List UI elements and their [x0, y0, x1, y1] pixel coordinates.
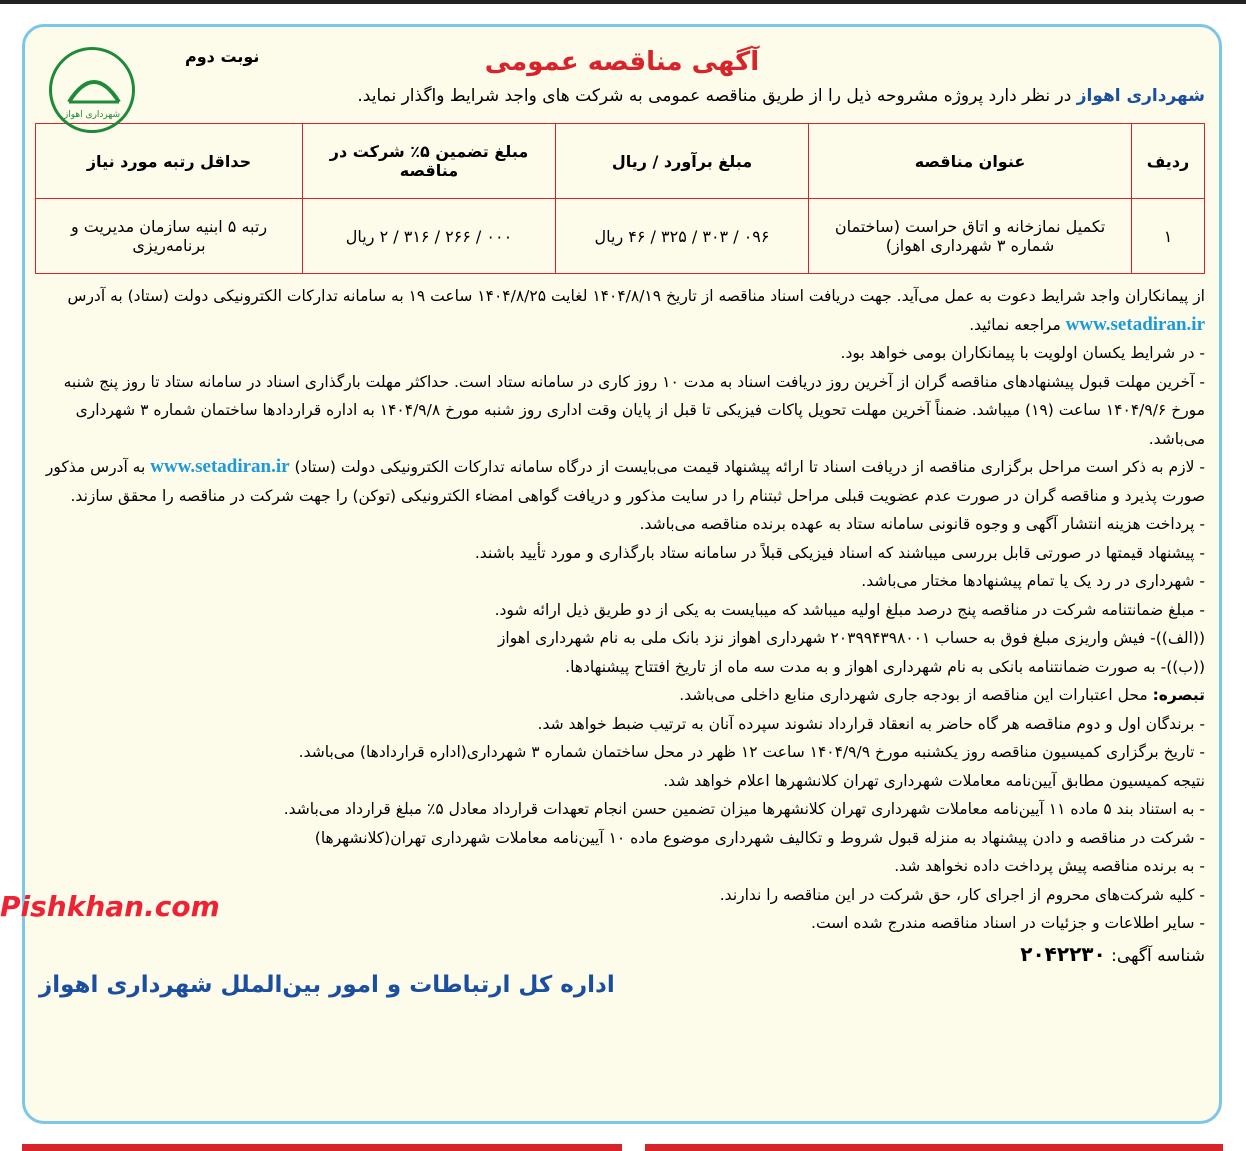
setadiran-link[interactable]: www.setadiran.ir	[150, 456, 290, 477]
list-item: - در شرایط یکسان اولویت با پیمانکاران بومی خواهد بود.	[840, 344, 1205, 362]
municipality-logo	[49, 47, 135, 133]
col-header: مبلغ برآورد / ریال	[556, 124, 809, 199]
ad-id-label: شناسه آگهی:	[1105, 945, 1205, 966]
note-label: تبصره:	[1152, 686, 1205, 704]
table-header-row	[36, 124, 1205, 199]
col-header: ردیف	[1132, 124, 1205, 199]
list-item: نتیجه کمیسیون مطابق آیین‌نامه معاملات شهرداری تهران کلانشهرها اعلام خواهد شد.	[663, 771, 1205, 790]
ad-id-value: ۲۰۴۲۲۳۰	[1020, 941, 1106, 966]
text: مراجعه نمائید.	[969, 315, 1066, 334]
list-item: ((ب))- به صورت ضمانتنامه بانکی به نام شهرداری اهواز و به مدت سه ماه از تاریخ افتتاح پیشنهادها.	[565, 657, 1205, 676]
bottom-rule	[22, 1144, 622, 1151]
list-item: - کلیه شرکت‌های محروم از اجرای کار، حق شرکت در این مناقصه را ندارند.	[719, 885, 1205, 904]
list-item: - برندگان اول و دوم مناقصه هر گاه حاضر به انعقاد قرارداد نشوند سپرده آنان به ترتیب ضبط خواهد شد.	[537, 714, 1205, 733]
paragraph	[39, 282, 1205, 339]
intro	[144, 83, 1205, 109]
tender-table	[35, 123, 1205, 274]
setadiran-link[interactable]: www.setadiran.ir	[1065, 313, 1205, 335]
ad-frame	[22, 24, 1222, 1124]
col-header: عنوان مناقصه	[809, 124, 1132, 199]
table-cell: تکمیل نمازخانه و اتاق حراست (ساختمان شماره ۳ شهرداری اهواز)	[809, 199, 1132, 274]
text: - لازم به ذکر است مراحل برگزاری مناقصه از دریافت اسناد تا ارائه پیشنهاد قیمت می‌بایست از درگاه سامانه تدارکات الکترونیکی دولت (ستاد)	[289, 458, 1205, 476]
list-item: - آخرین مهلت قبول پیشنهادهای مناقصه گران از آخرین روز دریافت اسناد به مدت ۱۰ روز کاری در سامانه ستاد است. حداکثر مهلت بارگذاری اسناد در سامانه ستاد تا روز پنج شنبه مورخ ۱۴۰۴/۹/۶ ساعت (۱۹) میباشد. ضمناً آخرین مهلت تحویل پاکات فیزیکی تا قبل از پایان وقت اداری روز شنبه مورخ ۱۴۰۴/۹/۸ به اداره قراردادها ساختمان شماره ۳ شهرداری می‌باشد.	[63, 372, 1205, 448]
note	[39, 681, 1205, 710]
ad-id	[39, 942, 1205, 966]
list-item: - به برنده مناقصه پیش پرداخت داده نخواهد شد.	[894, 857, 1205, 875]
table-cell: ۰۰۰ / ۲۶۶ / ۳۱۶ / ۲ ریال	[303, 199, 556, 274]
list-item: - پرداخت هزینه انتشار آگهی و وجوه قانونی سامانه ستاد به عهده برنده مناقصه می‌باشد.	[639, 515, 1205, 533]
paragraph	[39, 453, 1205, 510]
list-item: - سایر اطلاعات و جزئیات در اسناد مناقصه مندرج شده است.	[811, 914, 1205, 932]
bridge-icon	[64, 62, 124, 112]
round-label: نوبت دوم	[185, 47, 260, 66]
col-header: حداقل رتبه مورد نیاز	[36, 124, 303, 199]
list-item: - مبلغ ضمانتنامه شرکت در مناقصه پنج درصد مبلغ اولیه میباشد که میبایست به یکی از دو طریق ذیل ارائه شود.	[494, 600, 1205, 619]
table-row	[36, 199, 1205, 274]
logo-caption: شهرداری اهواز	[63, 110, 121, 120]
bottom-rule	[645, 1144, 1223, 1151]
list-item: - به استناد بند ۵ ماده ۱۱ آیین‌نامه معاملات شهرداری تهران کلانشهرها میزان تضمین حسن انجام تعهدات قرارداد معادل ۵٪ مبلغ قرارداد می‌باشد.	[283, 800, 1205, 818]
list-item: - تاریخ برگزاری کمیسیون مناقصه روز یکشنبه مورخ ۱۴۰۴/۹/۹ ساعت ۱۲ ظهر در محل ساختمان شماره ۳ شهرداری(اداره قراردادها) می‌باشد.	[298, 743, 1205, 761]
list-item: ((الف))- فیش واریزی مبلغ فوق به حساب ۲۰۳۹۹۴۳۹۸۰۰۱ شهرداری اهواز نزد بانک ملی به نام شهرداری اهواز	[497, 629, 1205, 647]
table-cell: رتبه ۵ ابنیه سازمان مدیریت و برنامه‌ریزی	[36, 199, 303, 274]
footer-org: اداره کل ارتباطات و امور بین‌الملل شهرداری اهواز	[39, 971, 615, 998]
intro-text: در نظر دارد پروژه مشروحه ذیل را از طریق مناقصه عمومی به شرکت های واجد شرایط واگذار نماید.	[357, 86, 1077, 106]
list-item: - پیشنهاد قیمتها در صورتی قابل بررسی میباشند که اسناد فیزیکی قبلاً در سامانه ستاد بارگذاری و مورد تأیید باشند.	[474, 543, 1205, 562]
watermark: Pishkhan.com	[0, 890, 220, 923]
ad-title: آگهی مناقصه عمومی	[484, 47, 760, 77]
col-header: مبلغ تضمین ۵٪ شرکت در مناقصه	[303, 124, 556, 199]
table-cell: ۱	[1132, 199, 1205, 274]
list-item: - شرکت در مناقصه و دادن پیشنهاد به منزله قبول شروط و تکالیف شهرداری موضوع ماده ۱۰ آیین‌نامه معاملات شهرداری تهران(کلانشهرها)	[314, 828, 1205, 847]
text: از پیمانکاران واجد شرایط دعوت به عمل می‌آید. جهت دریافت اسناد مناقصه از تاریخ ۱۴۰۴/۸/۱۹ لغایت ۱۴۰۴/۸/۲۵ ساعت ۱۹ به سامانه تدارکات الکترونیکی دولت (ستاد) به آدرس	[67, 287, 1205, 305]
ad-body	[39, 282, 1205, 938]
note-text: محل اعتبارات این مناقصه از بودجه جاری شهرداری منابع داخلی می‌باشد.	[679, 686, 1153, 704]
list-item: - شهرداری در رد یک یا تمام پیشنهادها مختار می‌باشد.	[861, 572, 1205, 590]
org-name: شهرداری اهواز	[1076, 86, 1205, 106]
text: به آدرس مذکور صورت پذیرد و مناقصه گران در صورت عدم عضویت قبلی مراحل ثبتنام را در سایت مذکور و دریافت گواهی امضاء الکترونیکی (توکن) را جهت شرکت در مناقصه را محقق سازند.	[45, 458, 1205, 505]
table-cell: ۰۹۶ / ۳۰۳ / ۳۲۵ / ۴۶ ریال	[556, 199, 809, 274]
top-rule	[0, 0, 1246, 4]
